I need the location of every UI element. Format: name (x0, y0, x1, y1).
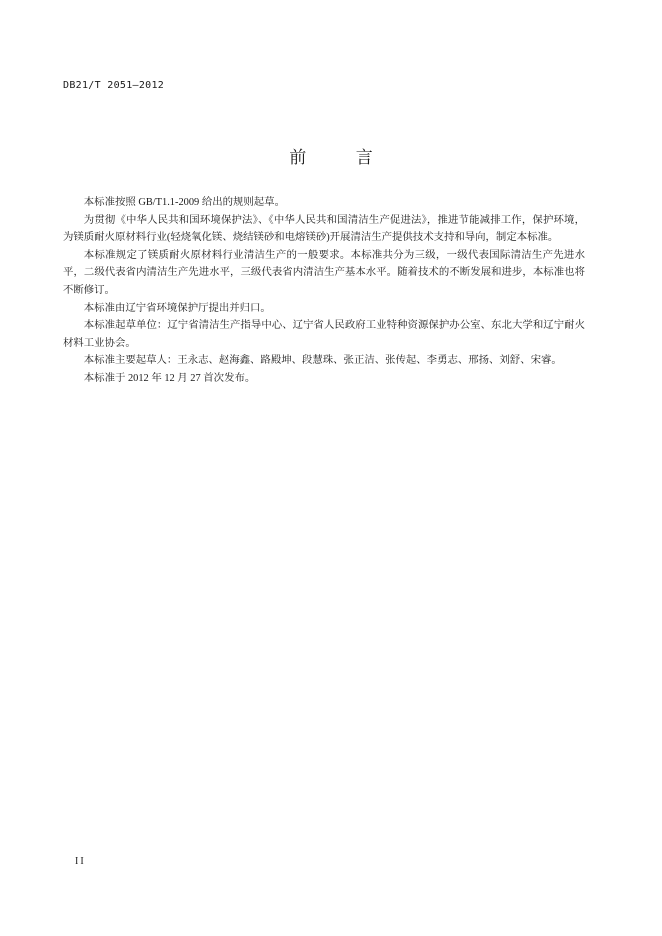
paragraph-purpose: 为贯彻《中华人民共和国环境保护法》、《中华人民共和国清洁生产促进法》，推进节能减排工作，保护环境，为镁质耐火原材料行业(轻烧氧化镁、烧结镁砂和电熔镁砂)开展清洁生产提供技术支持和导向，制定本标准。 (63, 214, 585, 244)
page-number: II (75, 856, 86, 867)
paragraph-scope-levels: 本标准规定了镁质耐火原材料行业清洁生产的一般要求。本标准共分为三级，一级代表国际清洁生产先进水平，二级代表省内清洁生产先进水平，三级代表省内清洁生产基本水平。随着技术的不断发展和进步，本标准也将不断修订。 (63, 249, 585, 296)
paragraph-drafting-rules: 本标准按照 GB/T1.1-2009 给出的规则起草。 (83, 197, 285, 208)
paragraph-release-date: 本标准于 2012 年 12 月 27 首次发布。 (83, 372, 256, 384)
foreword-body (63, 194, 585, 388)
paragraph-drafters: 本标准主要起草人：王永志、赵海鑫、路殿坤、段慧珠、张正洁、张传起、李勇志、邢扬、刘舒、宋睿。 (83, 355, 562, 367)
standard-code: DB21/T 2051—2012 (63, 80, 165, 91)
paragraph-proposer: 本标准由辽宁省环境保护厅提出并归口。 (83, 302, 271, 314)
paragraph-drafting-units: 本标准起草单位：辽宁省清洁生产指导中心、辽宁省人民政府工业特种资源保护办公室、东北大学和辽宁耐火材料工业协会。 (63, 320, 585, 349)
page-title: 前 言 (289, 148, 395, 168)
